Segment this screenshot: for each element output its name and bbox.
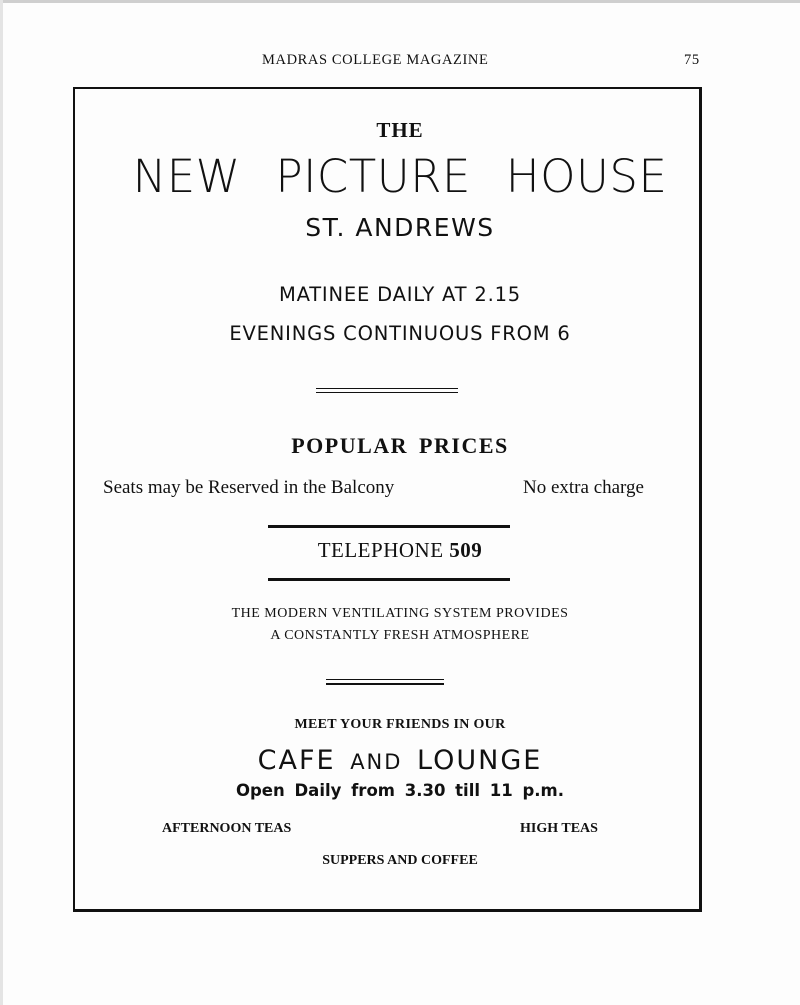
ventilation-line-2: A CONSTANTLY FRESH ATMOSPHERE (270, 628, 530, 643)
afternoon-teas: AFTERNOON TEAS (162, 821, 292, 836)
cinema-town: ST. ANDREWS (305, 213, 495, 242)
page-number: 75 (684, 52, 700, 68)
matinee-times: MATINEE DAILY AT 2.15 (278, 283, 522, 306)
and-word: AND (350, 750, 403, 774)
divider-double-rule (316, 392, 458, 393)
telephone-label: TELEPHONE (317, 538, 444, 562)
balcony-reservation-note: Seats may be Reserved in the Balcony (103, 477, 395, 498)
cafe-word: CAFE (257, 745, 336, 776)
ad-the: THE (376, 118, 424, 142)
page-edge (0, 0, 800, 3)
telephone-rule-top (268, 525, 510, 528)
opening-hours: Open Daily from 3.30 till 11 p.m. (235, 781, 565, 800)
meet-friends-line: MEET YOUR FRIENDS IN OUR (294, 717, 506, 732)
telephone-line (0, 538, 800, 563)
evening-times: EVENINGS CONTINUOUS FROM 6 (229, 322, 571, 345)
divider-double-rule (326, 679, 444, 680)
cafe-lounge-heading (0, 745, 800, 776)
lounge-word: LOUNGE (417, 745, 543, 776)
divider-double-rule (316, 388, 458, 389)
ventilation-line-1: THE MODERN VENTILATING SYSTEM PROVIDES (231, 606, 569, 621)
telephone-number: 509 (449, 538, 483, 562)
prices-heading: POPULAR PRICES (291, 433, 509, 458)
divider-double-rule (326, 683, 444, 685)
extra-charge-note: No extra charge (523, 477, 644, 498)
high-teas: HIGH TEAS (520, 821, 598, 836)
telephone-rule-bottom (268, 578, 510, 581)
cinema-name: NEW PICTURE HOUSE (132, 150, 668, 203)
suppers-and-coffee: SUPPERS AND COFFEE (322, 853, 478, 868)
publication-title: MADRAS COLLEGE MAGAZINE (262, 52, 489, 68)
